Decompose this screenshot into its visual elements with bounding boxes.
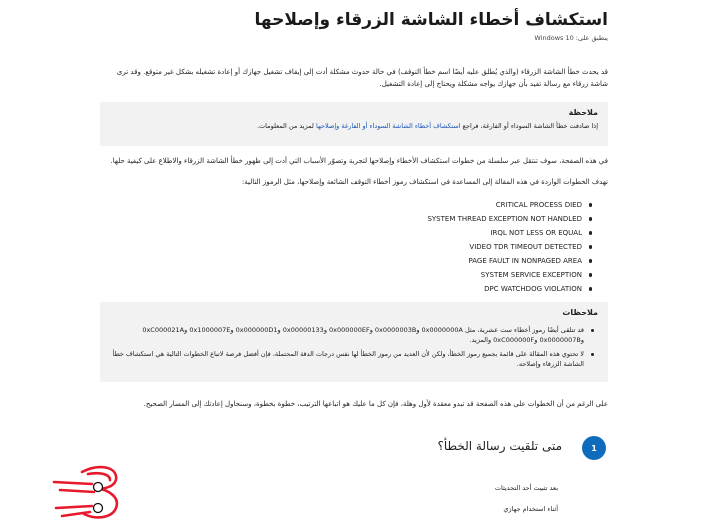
intro-paragraph: قد يحدث خطأ الشاشة الزرقاء (والذي يُطلق عليه أيضًا اسم خطأ التوقف) في حالة حدوث مشكلة أدت إلى إيقاف تشغيل جهازك أو إعادة تشغيله بشكل غير متوقع. وقد ترى شاشة زرقاء مع رسالة تفيد بأن جهازك يواجه مشكلة ويحتاج إلى إعادة التشغيل. xyxy=(116,68,608,88)
stop-code-item: PAGE FAULT IN NONPAGED AREA xyxy=(427,254,592,268)
option-while-using[interactable]: أثناء استخدام جهازي xyxy=(503,505,558,513)
stop-code-item: SYSTEM THREAD EXCEPTION NOT HANDLED xyxy=(427,212,592,226)
notes-title: ملاحظات xyxy=(562,308,598,317)
note-text xyxy=(110,122,598,130)
note-title: ملاحظة xyxy=(568,108,598,117)
black-screen-link[interactable]: استكشاف أخطاء الشاشة السوداء أو الفارغة وإصلاحها xyxy=(315,122,461,130)
stop-code-item: CRITICAL PROCESS DIED xyxy=(427,198,592,212)
notes-list xyxy=(110,325,598,369)
red-annotation-scribble xyxy=(52,462,132,524)
stop-code-item: DPC WATCHDOG VIOLATION xyxy=(427,282,592,296)
note-text-before: إذا صادفت خطأ الشاشة السوداء أو الفارغة، فراجع xyxy=(460,122,598,130)
option-after-update[interactable]: بعد تثبيت أحد التحديثات xyxy=(494,484,558,492)
step-number-badge: 1 xyxy=(582,436,606,460)
page-title: استكشاف أخطاء الشاشة الزرقاء وإصلاحها xyxy=(254,10,608,30)
notes-box xyxy=(100,302,608,382)
note-text-after: لمزيد من المعلومات. xyxy=(256,122,316,130)
note-box xyxy=(100,102,608,146)
notes-item-hex-codes: قد تتلقى أيضًا رموز أخطاء ست عشرية، مثل 0x0000000A و0x0000003B و0x000000EF و0x00000133 و0x000000D1 و0x1000007E و0xC000021A و0x0000007B و0xC000000F والمزيد. xyxy=(110,325,598,345)
step-title[interactable]: متى تلقيت رسالة الخطأ؟ xyxy=(437,439,562,453)
notes-item-not-complete: لا تحتوي هذه المقالة على قائمة بجميع رموز الخطأ، ولكن لأن العديد من رموز الخطأ لها نفس درجات الدقة المحتملة، فإن أفضل فرصة لاتباع الخطوات التالية هي استكشاف خطأ الشاشة الزرقاء وإصلاحه. xyxy=(110,349,598,369)
closing-paragraph: على الرغم من أن الخطوات على هذه الصفحة قد تبدو معقدة لأول وهلة، فإن كل ما عليك هو اتباعها الترتيب، خطوة بخطوة، وسنحاول إعادتك إلى المسار الصحيح. xyxy=(143,400,608,408)
stop-codes-list xyxy=(427,198,592,296)
troubleshoot-paragraph: في هذه الصفحة، سوف تنتقل عبر سلسلة من خطوات استكشاف الأخطاء وإصلاحها لتجربة وتصوّر الأسباب التي أدت إلى ظهور خطأ الشاشة الزرقاء والاطلاع على كيفية حلها. xyxy=(110,157,608,165)
stop-code-item: SYSTEM SERVICE EXCEPTION xyxy=(427,268,592,282)
stop-code-item: IRQL NOT LESS OR EQUAL xyxy=(427,226,592,240)
applies-to: ينطبق على: Windows 10 xyxy=(534,34,608,42)
stop-code-item: VIDEO TDR TIMEOUT DETECTED xyxy=(427,240,592,254)
stop-codes-intro: تهدف الخطوات الواردة في هذه المقالة إلى المساعدة في استكشاف رموز أخطاء التوقف الشائعة وإصلاحها، مثل الرموز التالية: xyxy=(241,178,608,186)
